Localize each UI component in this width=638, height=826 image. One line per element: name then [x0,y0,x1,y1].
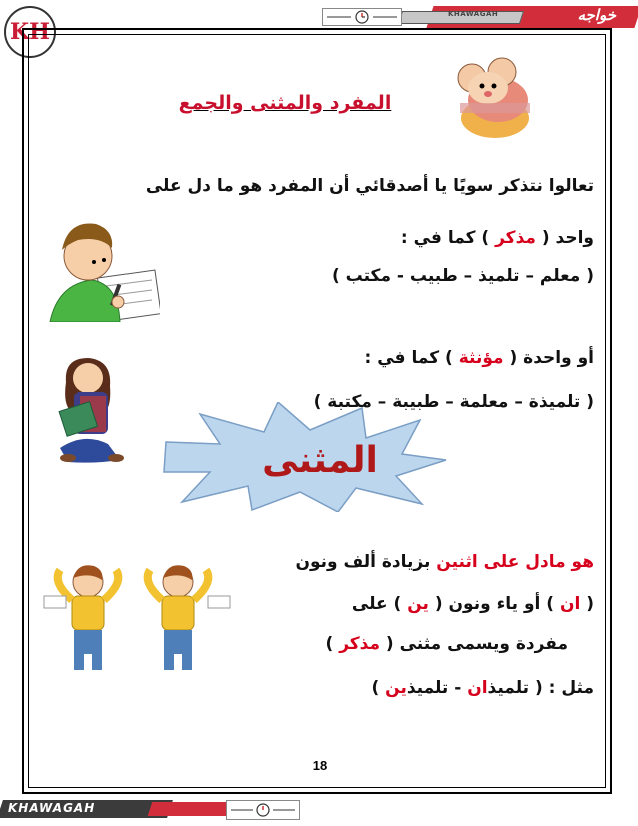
mouse-illustration [440,48,550,143]
p3l4-red2: ين [385,678,407,698]
p3l4-red1: ان [467,678,488,698]
p3l4-mid: - تلميذ [406,678,468,698]
p3l2-red2: ين [407,594,429,614]
clock-icon [323,9,401,25]
p3l3-red: مذكر [339,634,380,654]
boy-right [148,565,230,670]
top-brand-small: KHAWAGAH [448,10,499,18]
paragraph3-line3 [325,634,568,654]
paragraph1-line3: ( معلم – تلميذ – طبيب - مكتب ) [331,266,594,286]
paragraph1-line1: تعالوا نتذكر سويًا يا أصدقائي أن المفرد هو ما دل على [145,176,594,196]
bottom-clock-box [226,800,300,820]
logo-text: KH [10,19,50,45]
paragraph2-line1 [365,348,595,368]
p3l2-end: ) على [351,594,408,614]
top-clock-box [322,8,402,26]
p3l1-end: بزيادة ألف ونون [295,552,437,572]
p2l1-end: ) كما في : [364,348,459,368]
p1l2-end: ) كما في : [400,228,496,248]
p1l2-start: واحد ( [535,228,594,248]
p3l1-red: هو مادل على اثنين [436,552,594,572]
top-brand-arabic: خواجه [577,6,616,24]
paragraph2-line2: ( تلميذة – معلمة – طبيبة – مكتبة ) [313,392,594,412]
p2l1-start: أو واحدة ( [503,348,594,368]
footer-brand: KHAWAGAH [8,801,96,815]
p3l3-end: ) [325,634,340,654]
burst-label: المثنى [262,440,378,481]
paragraph3-line1 [295,552,594,572]
paragraph3-line2 [352,594,594,614]
p3l2-mid: ) أو ياء ونون ( [428,594,560,614]
p3l4-end: ) [371,678,386,698]
p3l3-start: مفردة ويسمى مثنى ( [380,634,568,654]
bottom-clock-icon [227,801,299,819]
p3l2-start: ( [580,594,594,614]
boy-writing-illustration [48,214,160,322]
page-number: 18 [312,758,328,773]
boy-left [44,565,118,670]
p3l4-start: مثل : ( تلميذ [487,678,594,698]
paragraph3-line4 [371,678,594,698]
p1l2-red: مذكر [495,228,536,248]
page-title: المفرد والمثنى والجمع [178,92,392,114]
paragraph1-line2 [401,228,594,248]
p3l2-red1: ان [559,594,581,614]
girl-reading-illustration [54,352,134,470]
p2l1-red: مؤنثة [458,348,504,368]
two-boys-illustration [38,560,238,678]
